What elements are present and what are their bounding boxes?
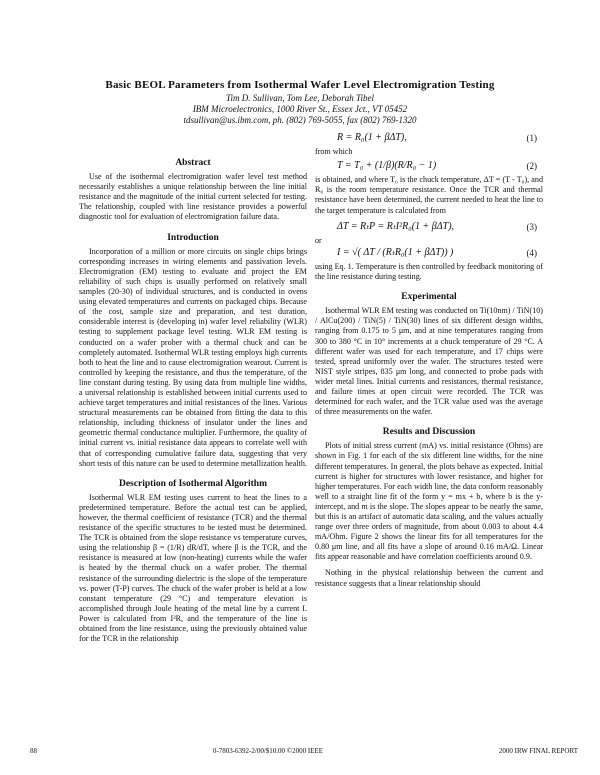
affiliation: IBM Microelectronics, 1000 River St., Essex Jct., VT 05452 <box>192 104 408 114</box>
from-which-text: from which <box>315 147 353 157</box>
after-eq2-text: is obtained, and where T₀ is the chuck temperature, ΔT = (T - T₀), and R₀ is the room temperature resistance. Once the TCR and thermal resistance have been determined, the current needed to heat the line to the target temperature is calculated from <box>315 175 543 215</box>
authors: Tim D. Sullivan, Tom Lee, Deborah Tibel <box>226 93 374 103</box>
results-text: Plots of initial stress current (mA) vs. initial resistance (Ohms) are shown in Fig. 1 for each of the six different line widths, for the nine different temperatures. In general, the plots behave as expected. Initial current is higher for structures with lower resistance, and higher for higher temperatures. For each width line, the data conform reasonably well to a straight line fit of the form y = mx + b, where b is the y-intercept, and m is the slope. The slopes appear to be nearly the same, but this is an artifact of automatic data scaling, and the values actually range over three orders of magnitude, from about 0.003 to about 4.4 mA/Ohm. Figure 2 shows the linear fits for all temperatures for the 0.80 μm line, and all fits have a slope of around 0.16 mA/Ω. Linear fits appear reasonable and have correlation coefficients around 0.9. <box>315 441 543 562</box>
experimental-text: Isothermal WLR EM testing was conducted on Ti(10nm) / TiN(10) / AlCu(200) / TiN(5) / TiN(30) lines of six different design widths, ranging from 0.175 to 5 μm, and at nine temperatures ranging from 300 to 380 °C in 10° increments at a chuck temperature of 29 °C. A different wafer was used for each temperature, and 17 chips were tested, spread uniformly over the wafer. The structures tested were NIST style stripes, 835 μm long, and connected to probe pads with wider metal lines. Initial currents and resistances, thermal resistance, and failure times at open circuit were recorded. The TCR was determined for each wafer, and the TCR value used was the average of three measurements on the wafer. <box>315 306 543 417</box>
results-last-text: Nothing in the physical relationship between the current and resistance suggests that a linear relationship should <box>315 568 543 588</box>
page-number: 88 <box>30 747 37 755</box>
report-name: 2000 IRW FINAL REPORT <box>498 747 578 755</box>
abstract-heading: Abstract <box>175 158 211 168</box>
author-block <box>0 93 600 126</box>
equation-3-number: (3) <box>526 221 537 232</box>
equation-4-body: I = √( ΔT / (RₜR₀(1 + βΔT)) ) <box>337 246 454 258</box>
algorithm-text: Isothermal WLR EM testing uses current to heat the lines to a predetermined temperature. Before the actual test can be applied, however, the thermal coefficient of resistance (TCR) and the thermal resistance of the specific structures to be tested must be determined. The TCR is obtained from the slope resistance vs temperature curves, using the relationship β = (1/R) dR/dT, where β is the TCR, and the resistance is measured at low (non-heating) currents while the wafer is heated by the thermal chuck on a wafer prober. The thermal resistance of the surrounding dielectric is the slope of the temperature vs. power (T-P) curves. The chuck of the wafer prober is held at a low constant temperature (29 °C) and temperature elevation is accomplished through Joule heating of the metal line by a current I. Power is calculated from I²R, and the temperature of the line is obtained from the line resistance, using the previously obtained value for the TCR in the relationship <box>79 492 307 644</box>
experimental-heading: Experimental <box>401 292 457 303</box>
abstract-text: Use of the isothermal electromigration wafer level test method necessarily establishes a unique relationship between the line initial resistance and the magnitude of the initial current selected for testing. The relationship, coupled with line resistance provides a powerful diagnostic tool for evaluation of electromigration failure data. <box>79 172 307 222</box>
equation-2 <box>315 161 543 171</box>
or-text: or <box>315 235 322 245</box>
left-column <box>79 158 307 650</box>
isbn-line: 0-7803-6392-2/00/$10.00 ©2000 IEEE <box>212 747 323 755</box>
equation-1-number: (1) <box>526 133 537 143</box>
equation-2-body: T = T₀ + (1/β)(R/R₀ − 1) <box>337 160 437 172</box>
equation-1 <box>315 133 543 143</box>
after-eq4-text: using Eq. 1. Temperature is then controlled by feedback monitoring of the line resistance during testing. <box>315 261 543 282</box>
results-heading: Results and Discussion <box>382 427 476 438</box>
right-column <box>315 131 543 595</box>
equation-3 <box>315 222 543 232</box>
contact: tdsullivan@us.ibm.com, ph. (802) 769-5055, fax (802) 769-1320 <box>183 115 417 125</box>
paper-title: Basic BEOL Parameters from Isothermal Wafer Level Electromigration Testing <box>105 79 495 91</box>
page-footer <box>30 747 578 755</box>
equation-4-number: (4) <box>526 247 537 258</box>
intro-heading: Introduction <box>167 232 219 243</box>
equation-1-body: R = R₀(1 + βΔT), <box>337 132 407 143</box>
intro-text: Incorporation of a million or more circuits on single chips brings corresponding increases in wiring elements and passivation levels. Electromigration (EM) testing to evaluate and project the EM reliability of such chips is usually performed on relatively small samples (20-30) of individual structures, and is conducted in ovens using elevated temperatures and currents on packaged chips. Because of the cost, sample size and preparation, and test duration, considerable interest is (developing in) wafer level reliability (WLR) testing to supplement package level testing. WLR EM testing is conducted on a wafer prober with a thermal chuck and can be completely automated. Isothermal WLR testing employs high currents both to heat the line and to cause electromigration wearout. Current is controlled by keeping the resistance, and thus the temperature, of the line constant during testing. By using data from multiple line widths, a universal relationship is established between initial currents used to achieve target temperatures and initial resistances of the lines. Various structural measurements can be obtained from fitting the data to this relationship, including thickness of insulator under the lines and geometric thermal conductance multiplier. Furthermore, the quality of initial current vs. initial resistance data appears to correlate well with that of corresponding cumulative failure data, suggesting that very short tests of this nature can be used to determine metallization health. <box>79 246 307 468</box>
equation-3-body: ΔT = RₜP = RₜI²R₀(1 + βΔT), <box>337 220 455 232</box>
equation-2-number: (2) <box>526 161 537 172</box>
equation-4 <box>315 248 543 258</box>
algorithm-heading: Description of Isothermal Algorithm <box>118 478 268 489</box>
